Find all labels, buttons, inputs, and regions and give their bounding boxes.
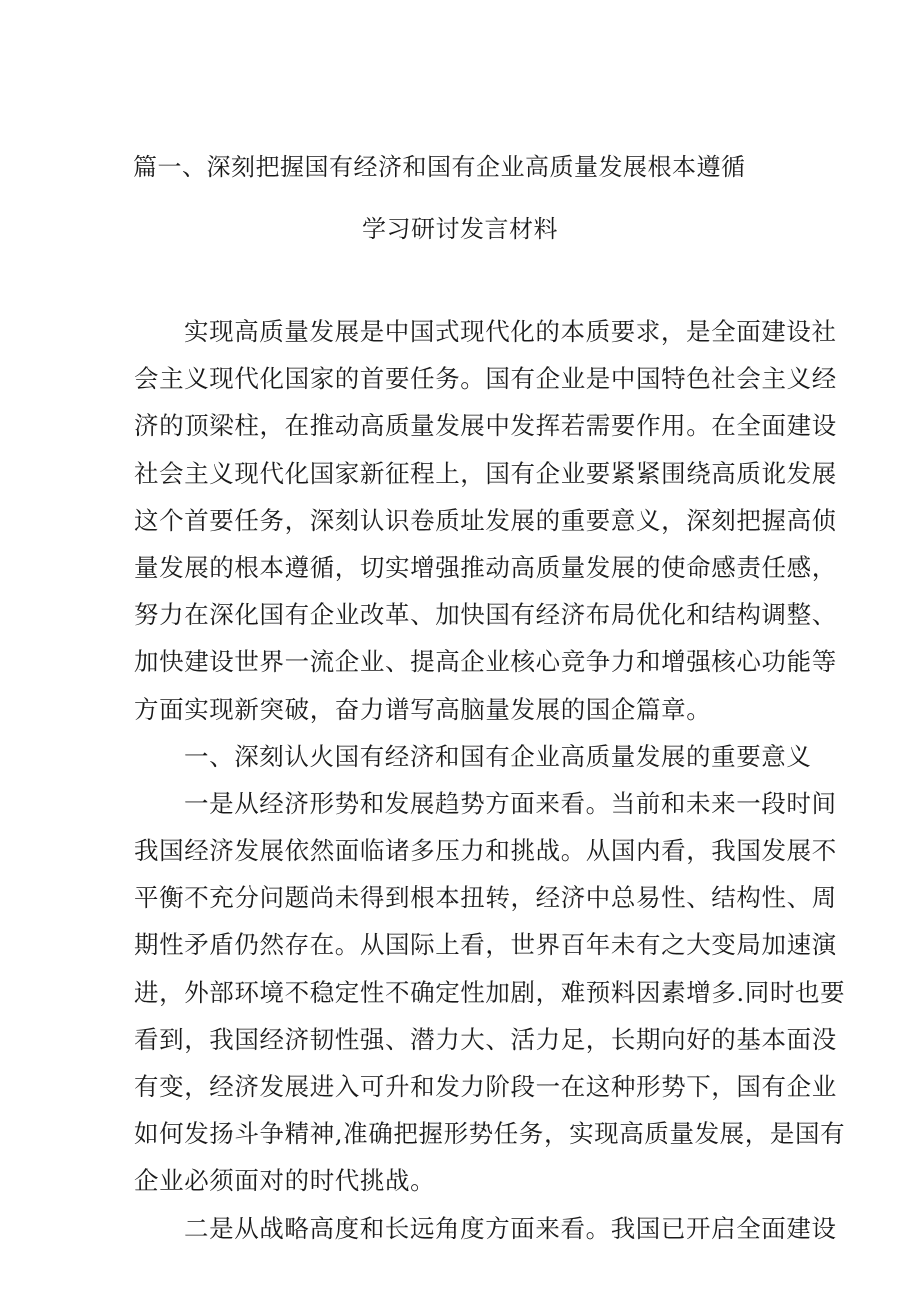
body-text-line: 期性矛盾仍然存在。从国际上看，世界百年未有之大变局加速演	[134, 930, 837, 960]
document-title-line-2: 学习研讨发言材料	[362, 215, 558, 243]
body-text-line: 量发展的根本遵循，切实增强推动高质量发展的使命感责任感，	[134, 552, 837, 582]
body-text-line: 加快建设世界一流企业、提高企业核心竞争力和增强核心功能等	[134, 647, 837, 677]
body-text-line: 如何发扬斗争精神,准确把握形势任务，实现高质量发展，是国有	[134, 1119, 846, 1149]
body-text-line: 方面实现新突破，奋力谱写高脑量发展的国企篇章。	[134, 694, 712, 724]
body-text-line: 一是从经济形势和发展趋势方面来看。当前和未来一段时间	[184, 788, 837, 818]
body-text-line: 社会主义现代化国家新征程上，国有企业要紧紧围绕高质讹发展	[134, 458, 837, 488]
document-title-line-1: 篇一、深刻把握国有经济和国有企业高质量发展根本遵循	[133, 153, 746, 181]
body-text-line: 我国经济发展依然面临诸多压力和挑战。从国内看，我国发展不	[134, 836, 837, 866]
body-text-line: 会主义现代化国家的首要任务。国有企业是中国特色社会主义经	[134, 364, 837, 394]
body-text-line: 企业必须面对的时代挑战。	[134, 1166, 436, 1196]
body-text-line: 一、深刻认火国有经济和国有企业高质量发展的重要意义	[184, 741, 812, 771]
body-text-line: 有变，经济发展进入可升和发力阶段一在这种形势下，国有企业	[134, 1072, 837, 1101]
body-text-line: 努力在深化国有企业改革、加快国有经济布局优化和结构调整、	[134, 600, 837, 630]
body-text-line: 看到，我国经济韧性强、潜力大、活力足，长期向好的基本面没	[134, 1024, 837, 1054]
body-text-line: 济的顶梁柱，在推动高质量发展中发挥若需要作用。在全面建设	[134, 411, 837, 441]
body-text-line: 平衡不充分问题尚未得到根本扭转，经济中总易性、结构性、周	[134, 883, 837, 913]
body-text-line: 进，外部环境不稳定性不确定性加剧，难预料因素增多.同时也要	[134, 977, 846, 1007]
body-text-line: 二是从战略高度和长远角度方面来看。我国已开启全面建设	[184, 1213, 837, 1243]
document-body	[134, 308, 846, 1252]
body-text-line: 这个首要任务，深刻认识卷质址发展的重要意义，深刻把握高侦	[134, 505, 837, 535]
body-text-line: 实现高质量发展是中国式现代化的本质要求，是全面建设社	[184, 317, 837, 346]
